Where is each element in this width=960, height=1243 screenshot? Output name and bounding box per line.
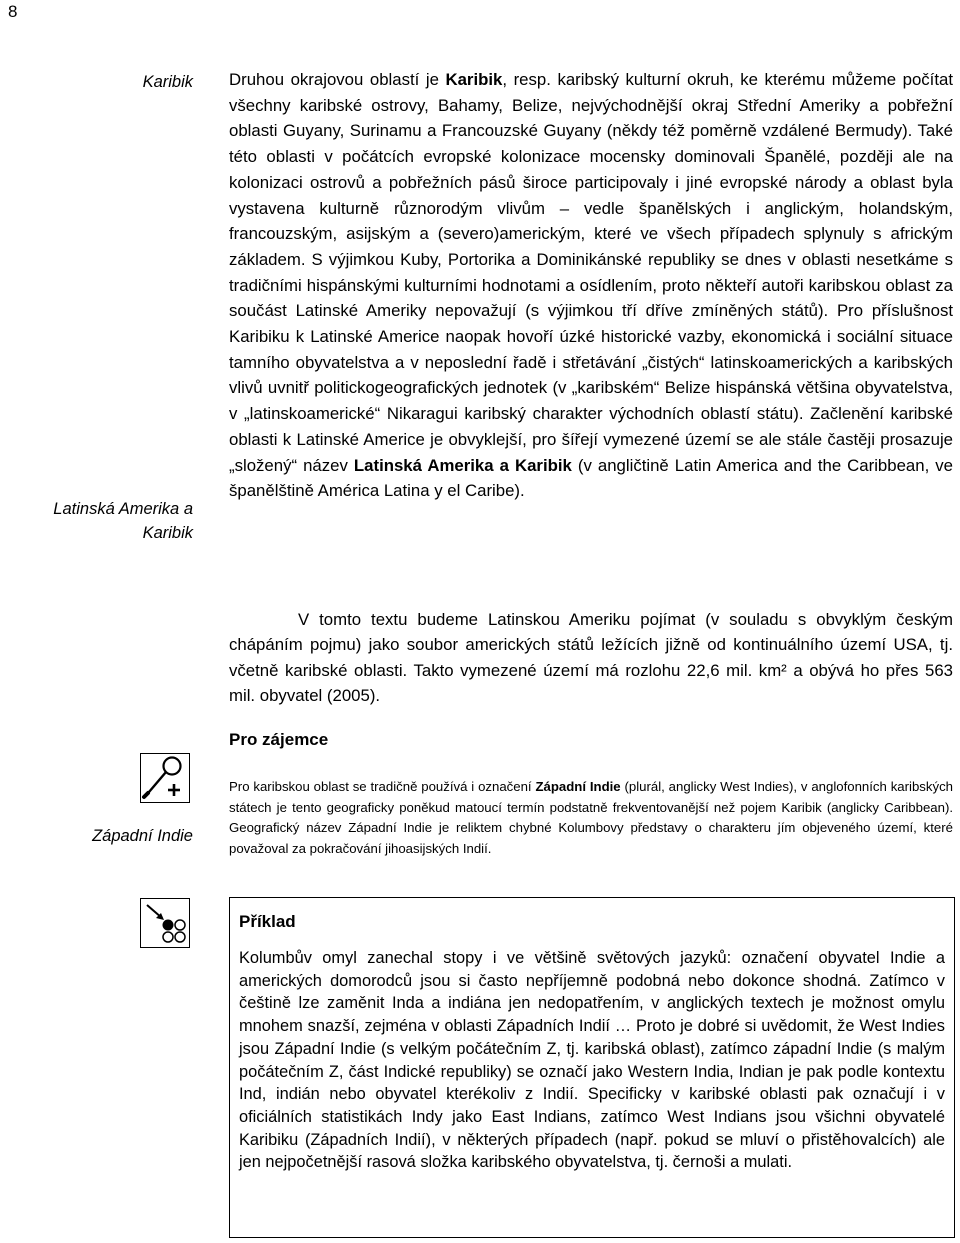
text-run: (v angličtině Latin America and the Caribbean, ve španělštině América Latina y el Caribe). [229,455,954,501]
term-zapadni-indie: Západní Indie [535,779,621,794]
term-karibik: Karibik [445,70,503,89]
text-run: Druhou okrajovou oblastí je [229,70,446,89]
margin-note-zapadni-indie: Západní Indie [92,827,193,845]
pro-zajemce-text [229,777,953,859]
arrow-circles-icon [140,898,190,948]
priklad-box [229,897,955,1238]
text-run: (plurál, anglicky West Indies), v anglofonních karibských státech je tento geograficky poněkud matoucí termín podstatně frekventovanější než pojem Karibik (anglicky Caribbean). Geografický název Západní Indie je reliktem chybné Kolumbovy představy o charakteru jím objeveného území, které považoval za pokračování jihoasijských Indií. [229,779,954,856]
margin-note-latinska-amerika: Latinská Amerika a Karibik [53,500,193,542]
margin-note-karibik: Karibik [142,73,193,91]
text-run: Pro karibskou oblast se tradičně používá i označení [229,779,536,794]
paragraph-karibik [229,67,953,504]
priklad-text: Kolumbův omyl zanechal stopy i ve většině světových jazyků: označení obyvatel Indie a amerických domorodců jsou si často nepříjemně podobná nebo dokonce shodná. Zatímco v češtině lze zaměnit Inda a indiána jen nedopatřením, v anglických textech je možnost omylu mnohem snazší, zejména v oblasti Západních Indií … Proto je dobré si uvědomit, že West Indies jsou Západní Indie (s velkým počátečním Z, tj. karibská oblast), zatímco západní Indie (s malým počátečním Z, část Indické republiky) se označí jako Western India, Indian je pak podle kontextu Ind, indián nebo obyvatel kterékoliv z Indií. Specificky v karibské oblasti pak označují i v oficiálních statistikách Indy jako East Indians, zatímco West Indians jsou všichni obyvatelé Karibiku (Západních Indií), v některých případech (např. pokud se mluví o přistěhovalcích) ale jen nejpočetnější rasová složka karibského obyvatelstva, tj. černoši a mulati. [239,949,945,1172]
priklad-heading: Příklad [239,912,296,931]
pro-zajemce-heading: Pro zájemce [229,730,329,749]
paragraph-vymezeni: V tomto textu budeme Latinskou Ameriku pojímat (v souladu s obvyklým českým chápáním pojmu) jako soubor amerických států ležících jižně od kontinuálního území USA, tj. včetně karibské oblasti. Takto vymezené území má rozlohu 22,6 mil. km² a obývá ho přes 563 mil. obyvatel (2005). [229,610,953,706]
text-run: , resp. karibský kulturní okruh, ke kterému můžeme počítat všechny karibské ostrovy, Bahamy, Belize, nejvýchodnější okraj Střední Ameriky a pobřežní oblasti Guyany, Surinamu a Francouzské Guyany (někdy též poměrně vzdálené Bermudy). Také této oblasti v počátcích evropské kolonizace mocensky dominovali Španělé, později ale na kolonizaci ostrovů a pobřežních pásů široce participovaly i jiné evropské národy a oblast byla vystavena kulturně různorodým vlivům – vedle španělských i anglickým, holandským, francouzským, asijským a (severo)americkým, které ve všech případech splynuly s africkým základem. S výjimkou Kuby, Portorika a Dominikánské republiky se dnes v oblasti nesetkáme s tradičními hispánskými kulturními hodnotami a osídlením, proto někteří autoři karibskou oblast za součást Latinské Ameriky nepovažují (s výjimkou tří dříve zmíněných států). Pro příslušnost Karibiku k Latinské Americe naopak hovoří úzké historické vazby, ekonomická i sociální situace tamního obyvatelstva a v neposlední řadě i střetávání „čistých“ latinskoamerických a karibských vlivů uvnitř politickogeografických jednotek (v „karibském“ Belize hispánská většina obyvatelstva, v „latinskoamerické“ Nikaragui karibský charakter východních oblastí státu). Začlenění karibské oblasti k Latinské Americe je obvyklejší, pro šířejí vymezené území se ale stále častěji prosazuje „složený“ název [229,70,953,475]
page-number: 8 [8,2,18,21]
term-latinska-amerika-a-karibik: Latinská Amerika a Karibik [353,455,572,475]
magnifier-plus-icon [140,753,190,803]
